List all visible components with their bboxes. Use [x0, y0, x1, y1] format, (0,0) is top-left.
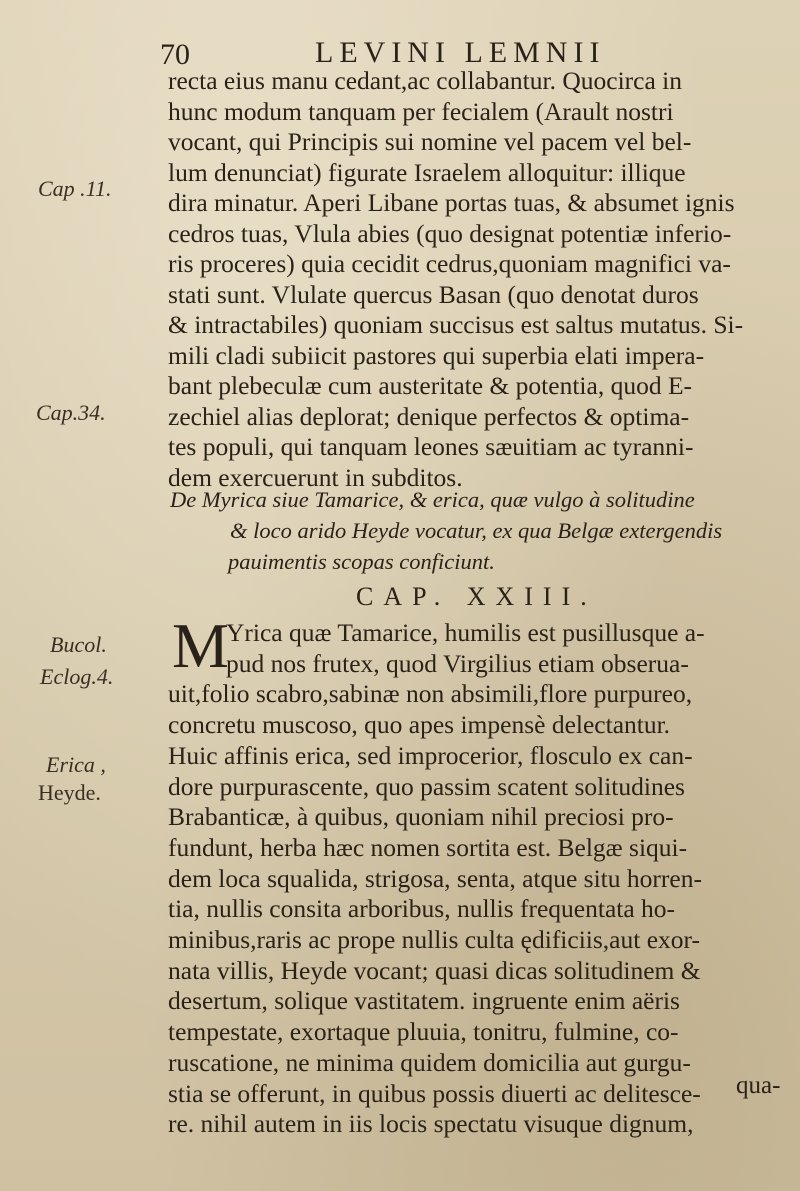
text-line: dira minatur. Aperi Libane portas tuas, & absumet ignis — [168, 188, 735, 217]
page-header — [0, 30, 800, 70]
text-line: zechiel alias deplorat; denique perfectos & optima- — [168, 401, 690, 431]
running-head: LEVINI LEMNII — [315, 36, 606, 69]
chapter-number: CAP. XXIII. — [356, 582, 597, 611]
text-line: Huic affinis erica, sed improcerior, flosculo ex can- — [168, 740, 693, 770]
drop-cap: M — [172, 610, 229, 681]
heading-line: De Myrica siue Tamarice, & erica, quæ vulgo à solitudine — [170, 487, 695, 512]
text-line: fundunt, herba hæc nomen sortita est. Belgæ siqui- — [168, 832, 688, 862]
margin-note-eclog: Eclog.4. — [40, 664, 114, 689]
text-line: Brabanticæ, à quibus, quoniam nihil preciosi pro- — [168, 802, 674, 832]
text-line: uit,folio scabro,sabinæ non absimili,flore purpureo, — [168, 679, 693, 709]
heading-line: pauimentis scopas conficiunt. — [228, 549, 495, 574]
text-line: stia se offerunt, in quibus possis diuerti ac delitesce- — [168, 1078, 701, 1108]
chapter-paragraph — [168, 610, 790, 1140]
text-line: cedros tuas, Vlula abies (quo designat potentiæ inferio- — [168, 218, 732, 248]
text-line: tempestate, exortaque pluuia, tonitru, fulmine, co- — [168, 1017, 679, 1047]
text-line: hunc modum tanquam per fecialem (Arault nostri — [168, 96, 674, 126]
text-line: dem exercuerunt in subditos. — [168, 462, 463, 492]
text-line: dore purpurascente, quo passim scatent solitudines — [168, 771, 685, 801]
text-line: vocant, qui Principis sui nomine vel pacem vel bel- — [168, 127, 692, 156]
body-paragraph — [168, 66, 790, 493]
margin-note-bucol: Bucol. — [50, 632, 107, 657]
text-line: tes populi, qui tanquam leones sæuitiam ac tyranni- — [168, 432, 694, 461]
margin-note-cap11: Cap .11. — [38, 176, 112, 201]
text-line: ruscatione, ne minima quidem domicilia aut gurgu- — [168, 1047, 691, 1077]
text-line: minibus,raris ac prope nullis culta ędificiis,aut exor- — [168, 925, 701, 955]
heading-line: & loco arido Heyde vocatur, ex qua Belgæ extergendis — [230, 518, 723, 543]
chapter-heading — [170, 484, 790, 577]
text-line: & intractabiles) quoniam succisus est saltus mutatus. Si- — [168, 310, 744, 339]
text-line: stati sunt. Vlulate quercus Basan (quo denotat duros — [168, 279, 699, 309]
text-line: concretu muscoso, quo apes impensè delectantur. — [168, 710, 671, 740]
margin-note-heyde: Heyde. — [38, 780, 101, 805]
text-line: ris proceres) quia cecidit cedrus,quoniam magnifici va- — [168, 249, 731, 278]
catchword: qua- — [736, 1072, 781, 1099]
text-line: Yrica quæ Tamarice, humilis est pusillusque a- — [226, 618, 705, 647]
page-number: 70 — [160, 38, 190, 71]
text-line: re. nihil autem in iis locis spectatu visuque dignum, — [168, 1109, 694, 1139]
text-line: mili cladi subiicit pastores qui superbia elati impera- — [168, 340, 705, 370]
text-line: lum denunciat) figurate Israelem alloquitur: illique — [168, 157, 686, 187]
text-line: nata villis, Heyde vocant; quasi dicas solitudinem & — [168, 955, 701, 985]
text-line: dem loca squalida, strigosa, senta, atque situ horren- — [168, 863, 702, 893]
margin-note-cap34: Cap.34. — [36, 400, 106, 425]
text-line: tia, nullis consita arboribus, nullis frequentata ho- — [168, 894, 676, 924]
margin-note-erica: Erica , — [46, 752, 106, 777]
text-line: desertum, solique vastitatem. ingruente enim aëris — [168, 986, 680, 1016]
text-line: pud nos frutex, quod Virgilius etiam obserua- — [226, 648, 689, 678]
text-line: recta eius manu cedant,ac collabantur. Quocirca in — [168, 66, 683, 95]
text-line: bant plebeculæ cum austeritate & potentia, quod E- — [168, 371, 693, 400]
